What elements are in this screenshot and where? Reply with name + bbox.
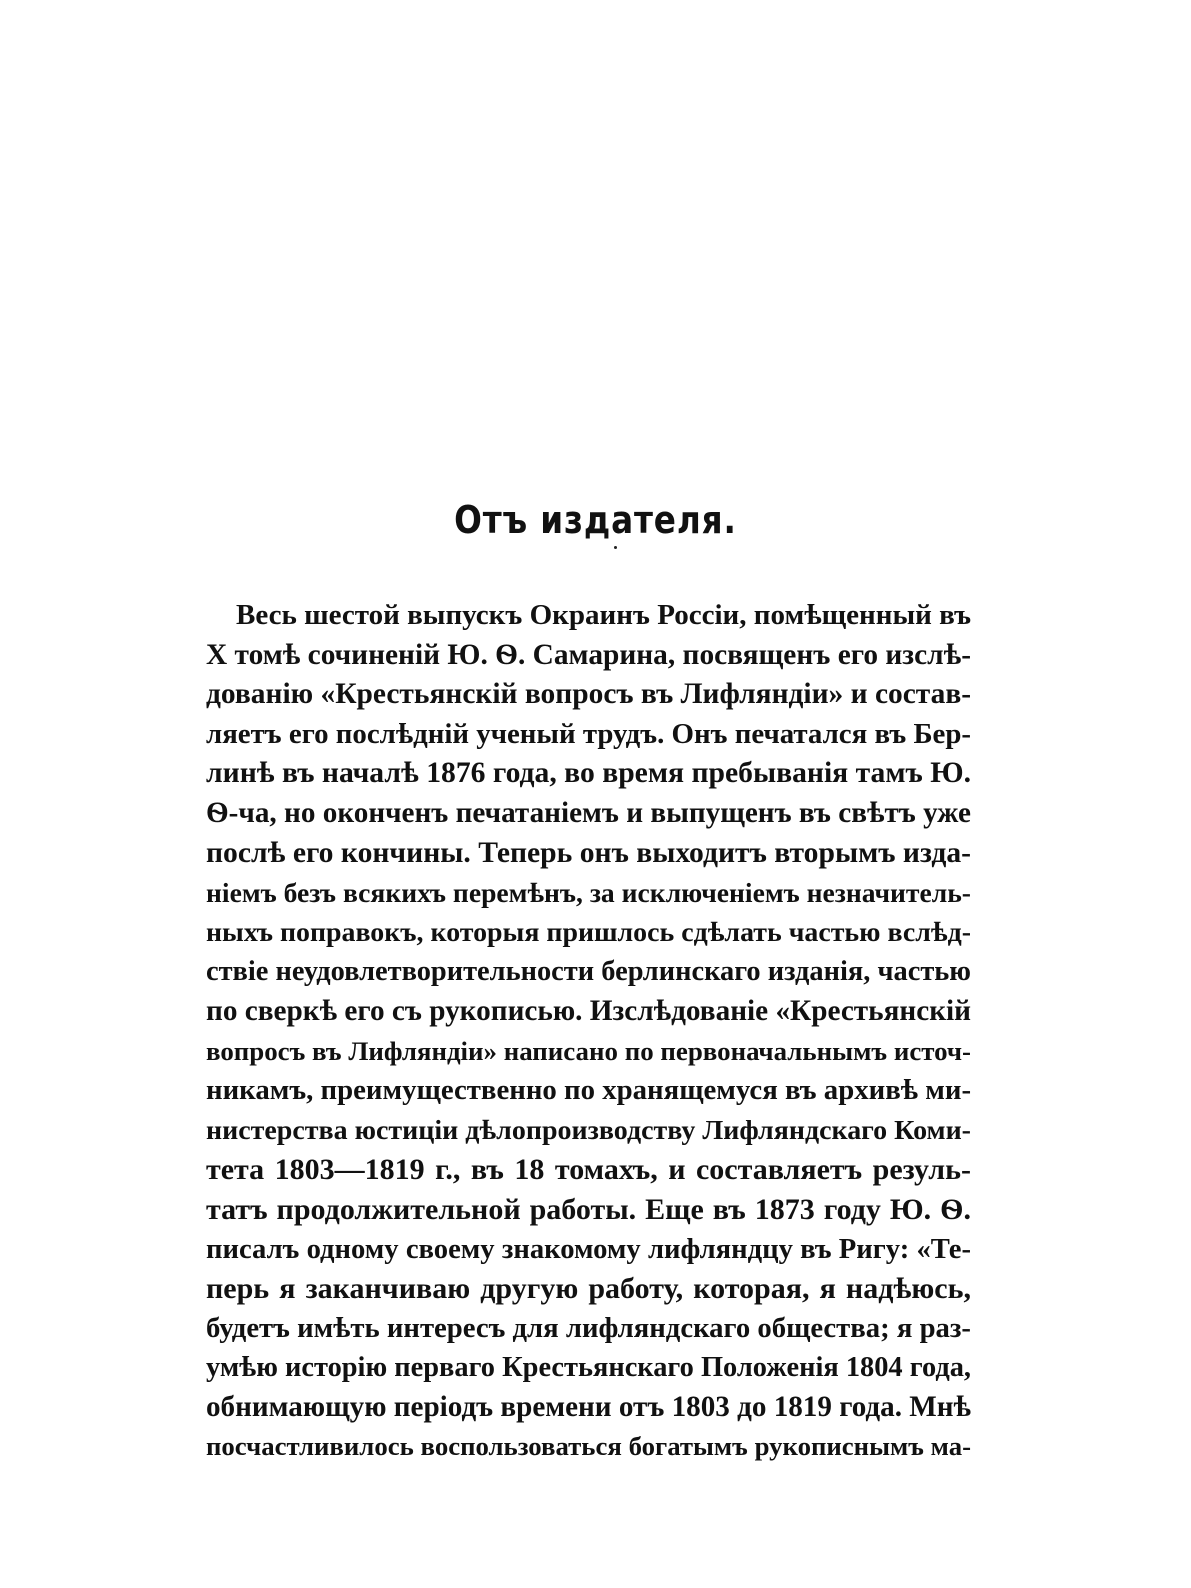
ink-dot [614,546,617,549]
text-line: татъ продолжительной работы. Еще въ 1873 году Ю. Ѳ. [206,1192,971,1226]
body-paragraph [206,596,971,1467]
text-line: X томѣ сочиненій Ю. Ѳ. Самарина, посвященъ его изслѣ- [206,638,971,671]
text-line: линѣ въ началѣ 1876 года, во время пребыванія тамъ Ю. [206,757,971,790]
text-line: нистерства юстиціи дѣлопроизводству Лифляндскаго Коми- [206,1114,971,1146]
text-line: писалъ одному своему знакомому лифляндцу въ Ригу: «Те- [206,1232,971,1265]
text-line: Ѳ-ча, но оконченъ печатаніемъ и выпущенъ въ свѣтъ уже [206,796,971,829]
text-line: вопросъ въ Лифляндіи» написано по первоначальнымъ источ- [206,1035,971,1066]
text-line: послѣ его кончины. Теперь онъ выходитъ вторымъ изда- [206,836,971,869]
text-line: ляетъ его послѣдній ученый трудъ. Онъ печатался въ Бер- [206,717,971,750]
text-line: ныхъ поправокъ, которыя пришлось сдѣлать частью вслѣд- [206,916,971,948]
text-line: дованію «Крестьянскій вопросъ въ Лифляндіи» и состав- [206,678,971,711]
text-line: обнимающую періодъ времени отъ 1803 до 1819 года. Мнѣ [206,1390,971,1423]
text-line: по сверкѣ его съ рукописью. Изслѣдованіе «Крестьянскій [206,994,971,1027]
text-line: ніемъ безъ всякихъ перемѣнъ, за исключеніемъ незначитель- [206,877,971,909]
text-line: тета 1803—1819 г., въ 18 томахъ, и составляетъ резуль- [206,1153,971,1187]
text-line: будетъ имѣть интересъ для лифляндскаго общества; я раз- [206,1311,971,1344]
text-line: ствіе неудовлетворительности берлинскаго изданія, частью [206,956,971,988]
text-line: перь я заканчиваю другую работу, которая, я надѣюсь, [206,1272,971,1306]
text-line: никамъ, преимущественно по хранящемуся въ архивѣ ми- [206,1074,971,1107]
page-title: Отъ издателя. [454,498,737,542]
text-line: умѣю исторію перваго Крестьянскаго Положенія 1804 года, [206,1352,971,1384]
text-line: посчастливилось воспользоваться богатымъ рукописнымъ ма- [206,1431,971,1462]
text-line: Весь шестой выпускъ Окраинъ Россіи, помѣщенный въ [236,599,971,631]
